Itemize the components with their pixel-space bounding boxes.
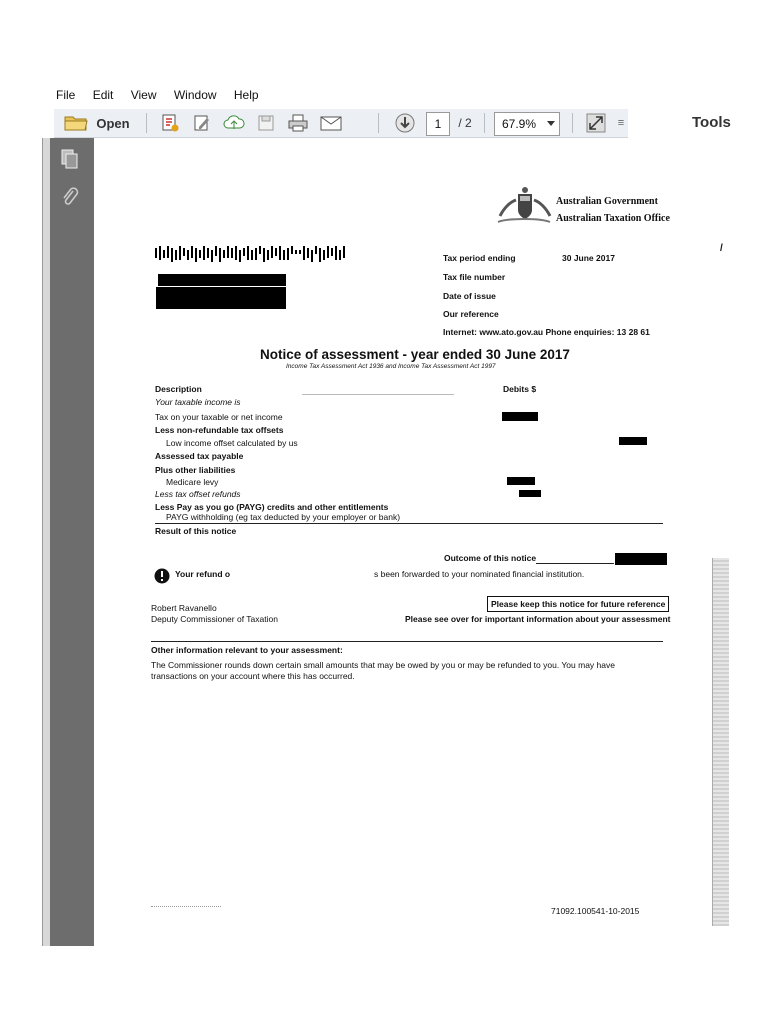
toolbar <box>54 109 628 138</box>
row-result: Result of this notice <box>155 526 237 536</box>
open-button[interactable] <box>58 112 136 134</box>
menu-view[interactable]: View <box>130 88 157 102</box>
fullscreen-button[interactable] <box>584 112 608 134</box>
row-medicare: Medicare levy <box>166 477 219 487</box>
open-label: Open <box>96 115 130 131</box>
row-assessed-tax: Assessed tax payable <box>155 451 244 461</box>
row-less-payg: Less Pay as you go (PAYG) credits and other entitlements <box>155 502 389 512</box>
save-icon <box>256 113 276 133</box>
page-marker: / <box>720 243 723 254</box>
info-exclamation-icon <box>154 568 170 584</box>
more-icon[interactable]: ≡ <box>617 117 625 129</box>
email-button[interactable] <box>318 112 344 134</box>
page-total: / 2 <box>458 116 472 130</box>
print-button[interactable] <box>286 112 310 134</box>
footer-code: 71092.100541-10-2015 <box>551 906 640 916</box>
row-less-offsets: Less non-refundable tax offsets <box>155 425 284 435</box>
ato-title: Australian Taxation Office <box>556 213 670 224</box>
tax-period-value: 30 June 2017 <box>562 253 615 263</box>
menu-bar <box>56 88 273 106</box>
other-info-heading: Other information relevant to your assessment: <box>151 645 343 655</box>
redacted-refund-amount <box>519 490 541 497</box>
refund-label: Your refund o <box>175 569 231 579</box>
create-pdf-icon <box>160 113 180 133</box>
cloud-upload-icon <box>223 113 245 133</box>
tools-button[interactable]: Tools <box>692 114 731 131</box>
signatory-title: Deputy Commissioner of Taxation <box>151 614 278 624</box>
contact-line: Internet: www.ato.gov.au Phone enquiries: 13 28 61 <box>443 327 650 337</box>
debits-header: Debits $ <box>503 384 537 394</box>
tfn-label: Tax file number <box>443 272 506 282</box>
coat-of-arms-logo <box>496 186 552 226</box>
postal-barcode <box>155 244 350 262</box>
tax-period-label: Tax period ending <box>443 253 516 263</box>
refund-text: s been forwarded to your nominated financial institution. <box>374 569 585 579</box>
folder-icon <box>64 114 88 132</box>
outcome-label: Outcome of this notice <box>444 553 537 563</box>
menu-edit[interactable]: Edit <box>92 88 114 102</box>
reference-label: Our reference <box>443 309 499 319</box>
save-button[interactable] <box>254 112 278 134</box>
menu-help[interactable]: Help <box>233 88 259 102</box>
vertical-scrollbar[interactable] <box>712 558 729 926</box>
expand-icon <box>586 113 606 133</box>
paperclip-icon[interactable] <box>60 186 80 208</box>
zoom-dropdown[interactable] <box>543 112 560 136</box>
redacted-name <box>158 274 286 286</box>
edit-button[interactable] <box>190 112 214 134</box>
row-less-refunds: Less tax offset refunds <box>155 489 241 499</box>
envelope-icon <box>319 114 343 132</box>
gov-title: Australian Government <box>556 196 658 207</box>
row-plus-liabilities: Plus other liabilities <box>155 465 236 475</box>
keep-notice-box: Please keep this notice for future reference <box>487 596 669 612</box>
edit-pencil-icon <box>192 113 212 133</box>
table-divider <box>155 523 663 524</box>
notice-title: Notice of assessment - year ended 30 June 2017 <box>260 347 570 362</box>
printer-icon <box>287 113 309 133</box>
zoom-input[interactable]: 67.9% <box>494 112 544 136</box>
menu-window[interactable]: Window <box>173 88 217 102</box>
upload-button[interactable] <box>222 112 246 134</box>
redacted-tax-amount <box>502 412 538 421</box>
next-page-button[interactable] <box>392 112 418 134</box>
signatory-name: Robert Ravanello <box>151 603 217 613</box>
pages-icon[interactable] <box>60 148 80 170</box>
redacted-address <box>156 287 286 309</box>
footer-dots <box>151 906 221 907</box>
section-divider <box>151 641 663 642</box>
redacted-outcome-amount <box>615 553 667 565</box>
redacted-offset-amount <box>619 437 647 445</box>
row-low-income-offset: Low income offset calculated by us <box>166 438 298 448</box>
row-tax-on-income: Tax on your taxable or net income <box>155 412 283 422</box>
page-number-input[interactable]: 1 <box>426 112 450 136</box>
notice-subtitle: Income Tax Assessment Act 1936 and Income Tax Assessment Act 1997 <box>286 363 496 370</box>
redacted-medicare-amount <box>507 477 535 485</box>
row-taxable-income: Your taxable income is <box>155 397 241 407</box>
outcome-line <box>536 563 614 564</box>
description-header: Description <box>155 384 202 394</box>
row-payg-withholding: PAYG withholding (eg tax deducted by your employer or bank) <box>166 512 401 522</box>
see-over-note: Please see over for important information about your assessment <box>405 614 671 624</box>
other-info-text: The Commissioner rounds down certain small amounts that may be owed by you or may be refunded to you. You may have transactions on your account where this has occurred. <box>151 660 615 681</box>
table-underline <box>302 394 454 395</box>
chevron-down-icon <box>547 121 555 127</box>
navigation-panel <box>50 138 94 946</box>
menu-file[interactable]: File <box>56 88 76 102</box>
create-pdf-button[interactable] <box>158 112 182 134</box>
date-issue-label: Date of issue <box>443 291 496 301</box>
arrow-down-circle-icon <box>394 112 416 134</box>
